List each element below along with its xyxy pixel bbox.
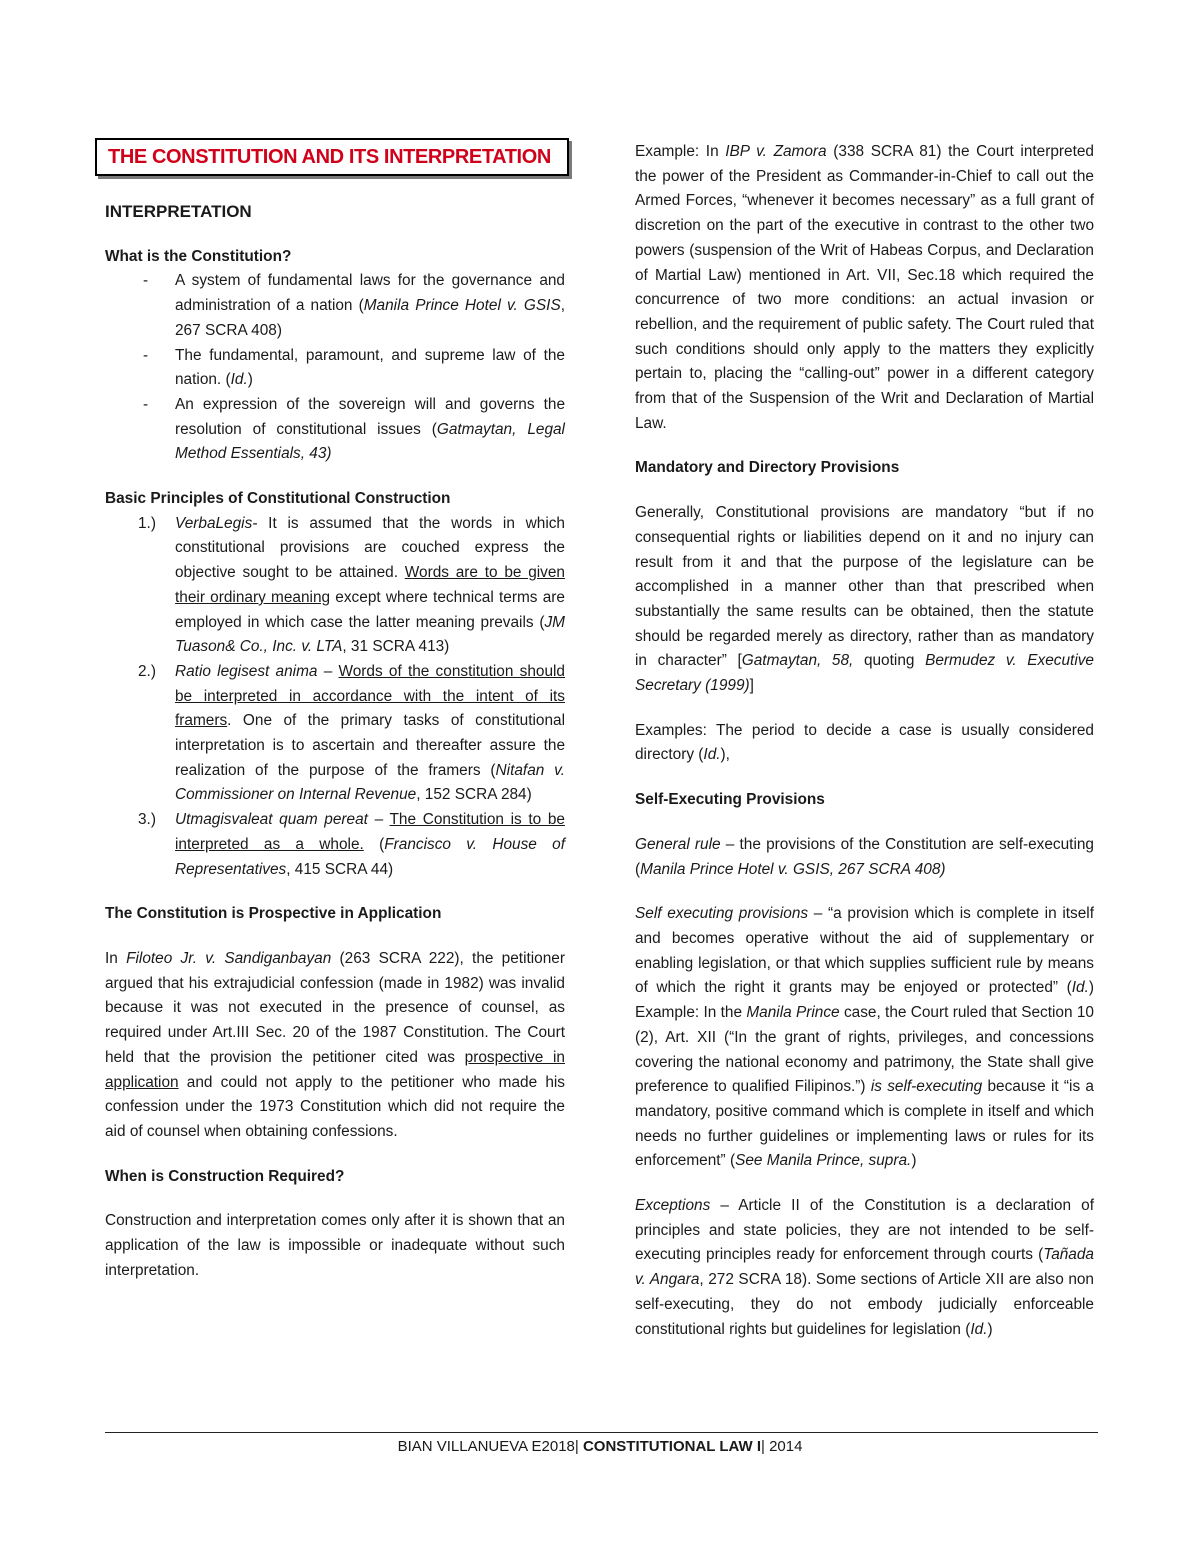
list-item: - The fundamental, paramount, and supreme law of the nation. (Id.)	[143, 346, 565, 389]
section-heading-interpretation: INTERPRETATION	[105, 202, 252, 221]
footer-year: | 2014	[761, 1438, 803, 1455]
heading-construction-required: When is Construction Required?	[105, 1167, 345, 1185]
paragraph-examples-directory: Examples: The period to decide a case is usually considered directory (Id.),	[635, 721, 1094, 764]
page-title: THE CONSTITUTION AND ITS INTERPRETATION	[108, 145, 551, 168]
paragraph-construction-required: Construction and interpretation comes only after it is shown that an application of the law is impossible or inadequate without such interpretation.	[105, 1212, 565, 1279]
title-box	[95, 138, 569, 176]
footer-course: CONSTITUTIONAL LAW I	[578, 1438, 761, 1455]
heading-what-is-constitution: What is the Constitution?	[105, 247, 292, 265]
principles-list	[105, 512, 565, 883]
heading-basic-principles: Basic Principles of Constitutional Construction	[105, 490, 451, 508]
footer-author: BIAN VILLANUEVA E2018|	[397, 1438, 579, 1455]
paragraph-mandatory: Generally, Constitutional provisions are mandatory “but if no consequential rights or liabilities depend on it and no injury can result from it and that the purpose of the legislature can be accomplished in a manner other than that prescribed when substantially the same results can be obtained, then the statute should be regarded merely as directory, rather than as mandatory in character” [Gatmaytan, 58, quoting Bermudez v. Executive Secretary (1999)]	[635, 504, 1094, 695]
heading-prospective: The Constitution is Prospective in Application	[105, 905, 442, 923]
list-item: 1.) VerbaLegis- It is assumed that the words in which constitutional provisions are couched express the objective sought to be attained. Words are to be given their ordinary meaning except where technical terms are employed in which case the latter meaning prevails (JM Tuason& Co., Inc. v. LTA, 31 SCRA 413)	[138, 514, 565, 656]
paragraph-exceptions: Exceptions – Article II of the Constitution is a declaration of principles and state policies, they are not intended to be self-executing principles ready for enforcement through courts (Tañada v. Angara, 272 SCRA 18). Some sections of Article XII are also non self-executing, they do not embody judicially enforceable constitutional rights but guidelines for legislation (Id.)	[635, 1197, 1094, 1338]
definition-list	[105, 269, 565, 467]
footer-divider	[105, 1432, 1098, 1433]
list-item: - A system of fundamental laws for the governance and administration of a nation (Manila Prince Hotel v. GSIS, 267 SCRA 408)	[143, 272, 565, 339]
list-item: 2.) Ratio legisest anima – Words of the constitution should be interpreted in accordance with the intent of its framers. One of the primary tasks of constitutional interpretation is to ascertain and thereafter assure the realization of the purpose of the framers (Nitafan v. Commissioner on Internal Revenue, 152 SCRA 284)	[138, 662, 565, 804]
heading-self-executing: Self-Executing Provisions	[635, 791, 825, 809]
left-column	[105, 138, 565, 1283]
list-item: - An expression of the sovereign will and governs the resolution of constitutional issues (Gatmaytan, Legal Method Essentials, 43)	[143, 395, 565, 463]
list-item: 3.) Utmagisvaleat quam pereat – The Constitution is to be interpreted as a whole. (Francisco v. House of Representatives, 415 SCRA 44)	[138, 811, 565, 878]
paragraph-general-rule: General rule – the provisions of the Constitution are self-executing (Manila Prince Hotel v. GSIS, 267 SCRA 408)	[635, 835, 1094, 878]
page-footer	[0, 1438, 1200, 1455]
right-column	[635, 138, 1094, 1342]
paragraph-example-ibp: Example: In IBP v. Zamora (338 SCRA 81) the Court interpreted the power of the President as Commander-in-Chief to call out the Armed Forces, “whenever it becomes necessary” as a full grant of discretion on the part of the executive in contrast to the other two powers (suspension of the Writ of Habeas Corpus, and Declaration of Martial Law) mentioned in Art. VII, Sec.18 which required the concurrence of two more conditions: an actual invasion or rebellion, and the requirement of public safety. The Court ruled that such conditions should only apply to the matters they explicitly pertain to, placing the “calling-out” power in a different category from that of the Suspension of the Writ and Declaration of Martial Law.	[635, 143, 1094, 432]
paragraph-prospective: In Filoteo Jr. v. Sandiganbayan (263 SCRA 222), the petitioner argued that his extrajudicial confession (made in 1982) was invalid because it was not executed in the presence of counsel, as required under Art.III Sec. 20 of the 1987 Constitution. The Court held that the provision the petitioner cited was prospective in application and could not apply to the petitioner who made his confession under the 1973 Constitution which did not require the aid of counsel when obtaining confessions.	[105, 949, 565, 1140]
heading-mandatory-directory: Mandatory and Directory Provisions	[635, 459, 900, 477]
paragraph-self-executing-provisions: Self executing provisions – “a provision which is complete in itself and becomes operative without the aid of supplementary or enabling legislation, or that which supplies sufficient rule by means of which the right it grants may be enjoyed or protected” (Id.) Example: In the Manila Prince case, the Court ruled that Section 10 (2), Art. XII (“In the grant of rights, privileges, and concessions covering the national economy and patrimony, the State shall give preference to qualified Filipinos.”) is self-executing because it “is a mandatory, positive command which is complete in itself and which needs no further guidelines or implementing laws or rules for its enforcement” (See Manila Prince, supra.)	[635, 905, 1094, 1170]
